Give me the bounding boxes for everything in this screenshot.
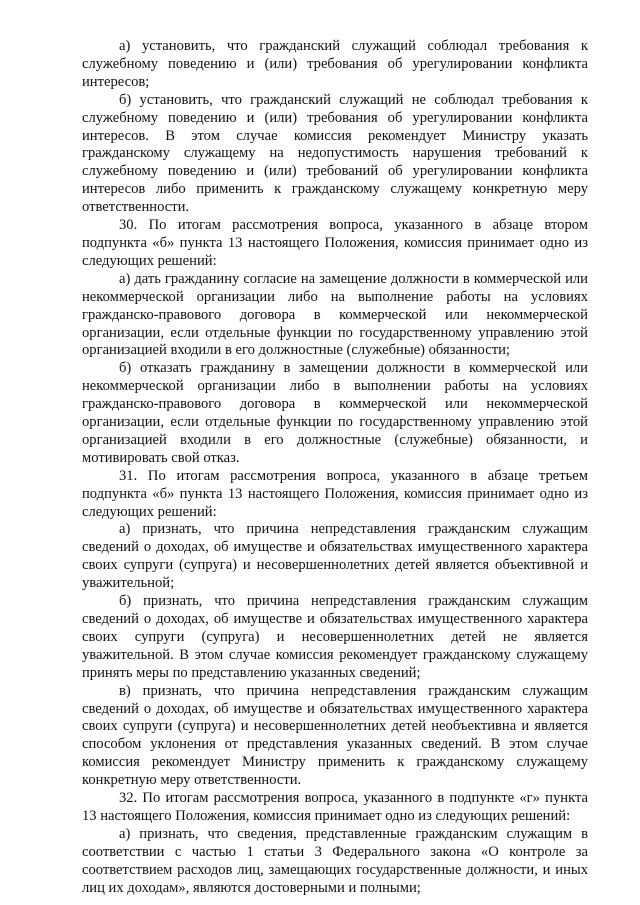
paragraph-29b: б) установить, что гражданский служащий не соблюдал требования к служебному поведению и (или) требования об урегулировании конфликта интересов. В этом случае комиссия рекомендует Министру указать гражданскому служащему на недопустимость нарушения требований к служебному поведению и (или) требований об урегулировании конфликта интересов либо применить к гражданскому служащему конкретную меру ответственности. bbox=[82, 91, 588, 216]
paragraph-31a: а) признать, что причина непредставления гражданским служащим сведений о доходах, об имуществе и обязательствах имущественного характера своих супруги (супруга) и несовершеннолетних детей является объективной и уважительной; bbox=[82, 521, 588, 592]
paragraph-30b: б) отказать гражданину в замещении должности в коммерческой или некоммерческой организации либо в выполнении работы на условиях гражданско-правового договора в коммерческой или некоммерческой организации, если отдельные функции по государственному управлению этой организацией входили в его должностные (служебные) обязанности, и мотивировать свой отказ. bbox=[82, 360, 588, 466]
paragraph-31: 31. По итогам рассмотрения вопроса, указанного в абзаце третьем подпункта «б» пункта 13 настоящего Положения, комиссия принимает одно из следующих решений: bbox=[82, 467, 588, 520]
paragraph-30a: а) дать гражданину согласие на замещение должности в коммерческой или некоммерческой организации либо на выполнение работы на условиях гражданско-правового договора в коммерческой или некоммерческой организации, если отдельные функции по государственному управлению этой организацией входили в его должностные (служебные) обязанности; bbox=[82, 270, 588, 359]
paragraph-31b: б) признать, что причина непредставления гражданским служащим сведений о доходах, об имуществе и обязательствах имущественного характера своих супруги (супруга) и несовершеннолетних детей не является уважительной. В этом случае комиссия рекомендует гражданскому служащему принять меры по представлению указанных сведений; bbox=[82, 593, 588, 681]
document-page bbox=[82, 38, 588, 898]
paragraph-30: 30. По итогам рассмотрения вопроса, указанного в абзаце втором подпункта «б» пункта 13 настоящего Положения, комиссия принимает одно из следующих решений: bbox=[82, 217, 588, 269]
paragraph-31c: в) признать, что причина непредставления гражданским служащим сведений о доходах, об имуществе и обязательствах имущественного характера своих супруги (супруга) и несовершеннолетних детей необъективна и является способом уклонения от представления указанных сведений. В этом случае комиссия рекомендует Министру применить к гражданскому служащему конкретную меру ответственности. bbox=[82, 682, 588, 789]
paragraph-29a: а) установить, что гражданский служащий соблюдал требования к служебному поведению и (или) требования об урегулировании конфликта интересов; bbox=[82, 38, 588, 90]
paragraph-32a: а) признать, что сведения, представленные гражданским служащим в соответствии с частью 1 статьи 3 Федерального закона «О контроле за соответствием расходов лиц, замещающих государственные должности, и иных лиц их доходам», являются достоверными и полными; bbox=[82, 825, 588, 896]
paragraph-32: 32. По итогам рассмотрения вопроса, указанного в подпункте «г» пункта 13 настоящего Положения, комиссия принимает одно из следующих решений: bbox=[82, 790, 588, 824]
